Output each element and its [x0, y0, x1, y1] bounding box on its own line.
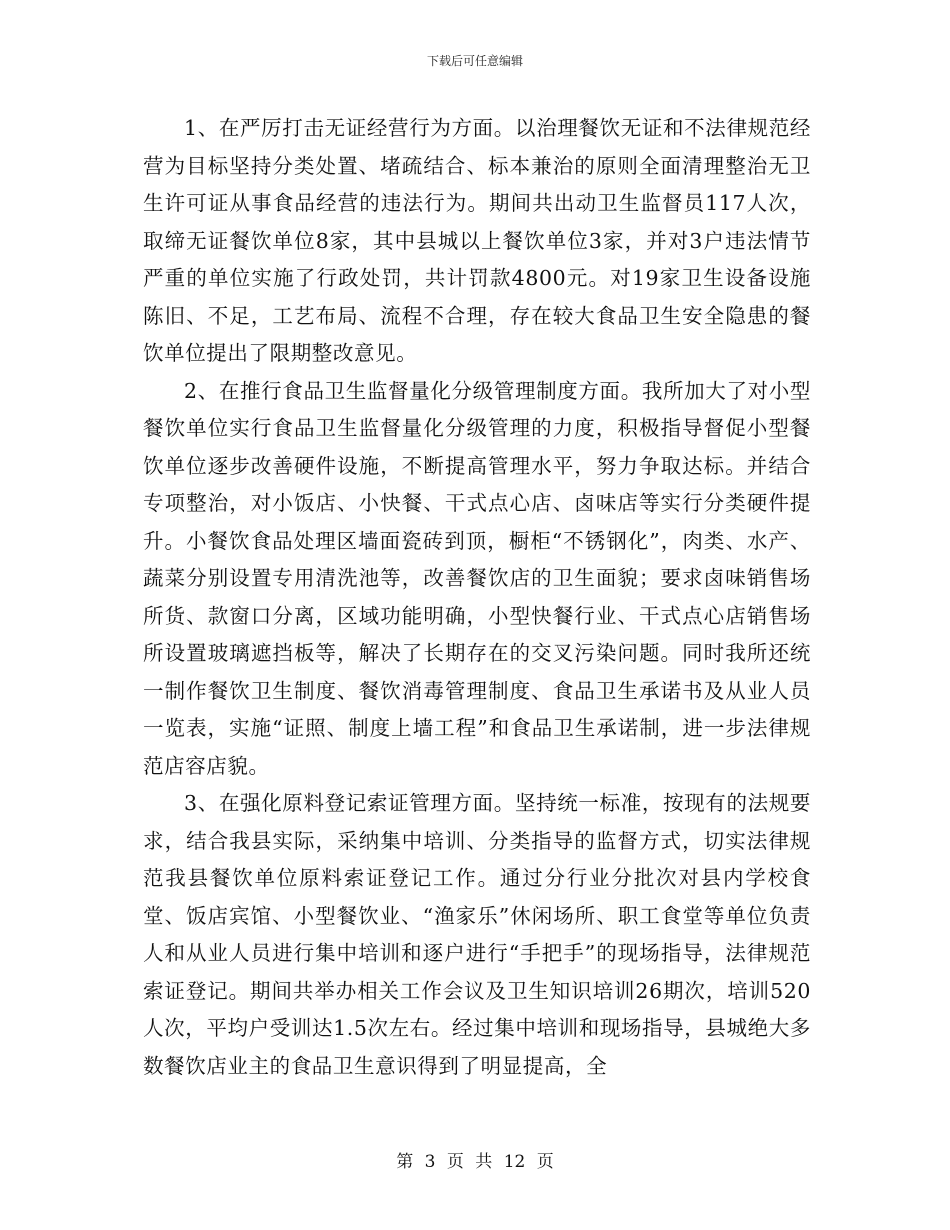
document-body	[143, 110, 811, 1085]
page-header: 下载后可任意编辑	[426, 54, 523, 68]
paragraph-2: 2、在推行食品卫生监督量化分级管理制度方面。我所加大了对小型餐饮单位实行食品卫生监督量化分级管理的力度，积极指导督促小型餐饮单位逐步改善硬件设施，不断提高管理水平，努力争取达标。并结合专项整治，对小饭店、小快餐、干式点心店、卤味店等实行分类硬件提升。小餐饮食品处理区墙面瓷砖到顶，橱柜“不锈钢化”，肉类、水产、蔬菜分别设置专用清洗池等，改善餐饮店的卫生面貌；要求卤味销售场所货、款窗口分离，区域功能明确，小型快餐行业、干式点心店销售场所设置玻璃遮挡板等，解决了长期存在的交叉污染问题。同时我所还统一制作餐饮卫生制度、餐饮消毒管理制度、食品卫生承诺书及从业人员一览表，实施“证照、制度上墙工程”和食品卫生承诺制，进一步法律规范店容店貌。	[143, 378, 811, 778]
page-number-footer: 第 3 页 共 12 页	[396, 1152, 554, 1172]
paragraph-3: 3、在强化原料登记索证管理方面。坚持统一标准，按现有的法规要求，结合我县实际，采纳集中培训、分类指导的监督方式，切实法律规范我县餐饮单位原料索证登记工作。通过分行业分批次对县内学校食堂、饭店宾馆、小型餐饮业、“渔家乐”休闲场所、职工食堂等单位负责人和从业人员进行集中培训和逐户进行“手把手”的现场指导，法律规范索证登记。期间共举办相关工作会议及卫生知识培训26期次，培训520人次，平均户受训达1.5次左右。经过集中培训和现场指导，县城绝大多数餐饮店业主的食品卫生意识得到了明显提高，全	[143, 791, 811, 1078]
paragraph-1: 1、在严厉打击无证经营行为方面。以治理餐饮无证和不法律规范经营为目标坚持分类处置、堵疏结合、标本兼治的原则全面清理整治无卫生许可证从事食品经营的违法行为。期间共出动卫生监督员117人次，取缔无证餐饮单位8家，其中县城以上餐饮单位3家，并对3户违法情节严重的单位实施了行政处罚，共计罚款4800元。对19家卫生设备设施陈旧、不足，工艺布局、流程不合理，存在较大食品卫生安全隐患的餐饮单位提出了限期整改意见。	[143, 116, 811, 365]
